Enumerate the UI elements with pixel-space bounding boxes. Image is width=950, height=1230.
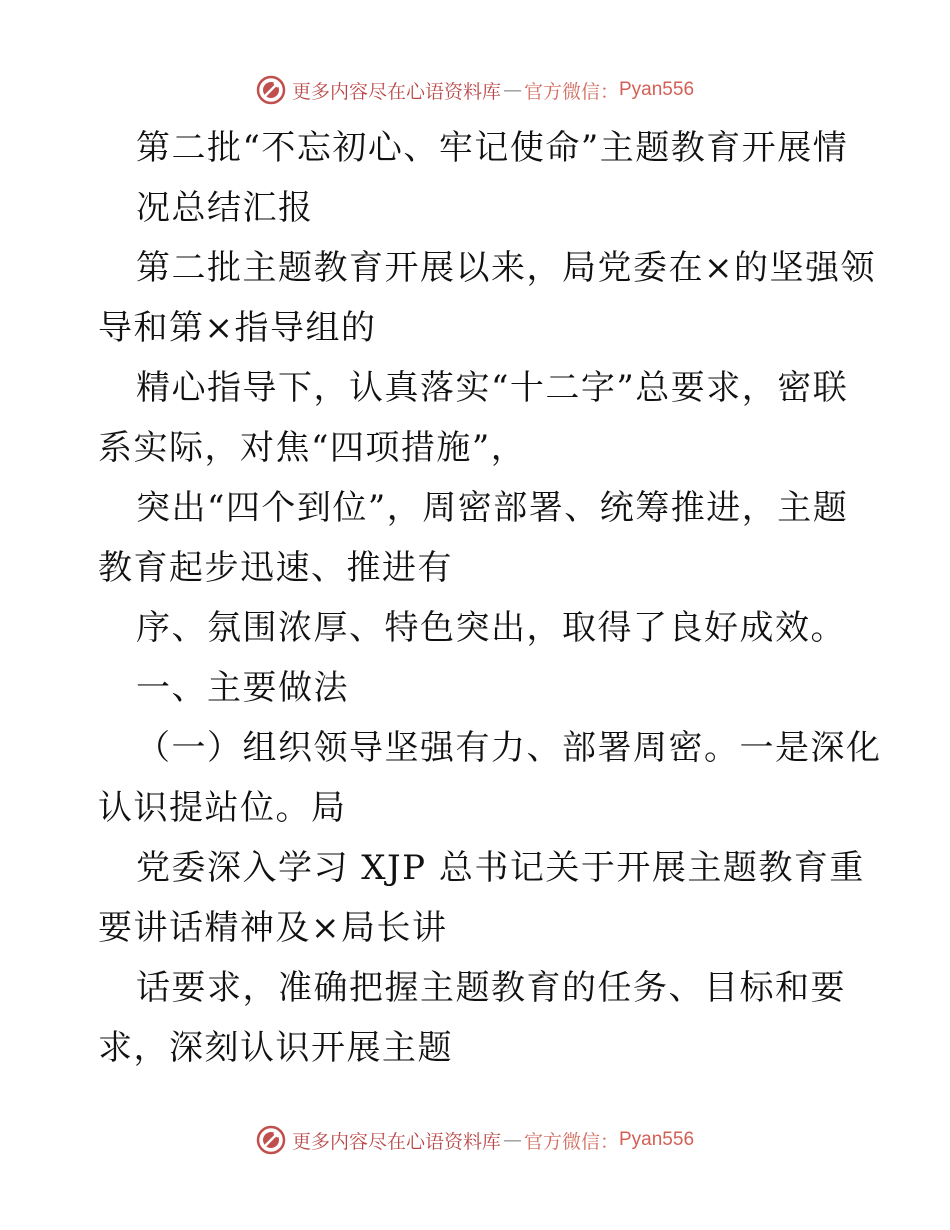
- pen-seal-logo-icon: [256, 1125, 286, 1155]
- doc-paragraph-line: 认识提站位。局: [98, 788, 347, 828]
- watermark-site-text: 更多内容尽在心语资料库: [291, 80, 501, 103]
- doc-paragraph-line: 求，深刻认识开展主题: [98, 1028, 453, 1068]
- doc-paragraph-line: 话要求，准确把握主题教育的任务、目标和要: [136, 968, 846, 1008]
- pen-seal-logo-icon: [256, 75, 286, 105]
- doc-paragraph-line: 系实际，对焦“四项措施”，: [98, 428, 527, 468]
- doc-paragraph-line: 教育起步迅速、推进有: [98, 548, 453, 588]
- footer-watermark: [0, 1120, 950, 1160]
- watermark-wechat-label: 官方微信：: [523, 1130, 619, 1153]
- doc-title-line-1: 第二批“不忘初心、牢记使命”主题教育开展情: [136, 128, 849, 168]
- doc-paragraph-line: 要讲话精神及×局长讲: [98, 908, 448, 948]
- doc-title-line-2: 况总结汇报: [136, 188, 314, 228]
- doc-paragraph-line: 序、氛围浓厚、特色突出，取得了良好成效。: [136, 608, 846, 648]
- watermark-separator: —: [502, 1129, 522, 1151]
- doc-paragraph-line: 突出“四个到位”，周密部署、统筹推进，主题: [136, 488, 849, 528]
- watermark-wechat-label: 官方微信：: [523, 80, 619, 103]
- doc-paragraph-line: 党委深入学习 XJP 总书记关于开展主题教育重: [136, 848, 865, 888]
- document-body: [98, 118, 882, 1078]
- section-heading: 一、主要做法: [136, 668, 349, 708]
- watermark-separator: —: [502, 79, 522, 101]
- doc-paragraph-line: 第二批主题教育开展以来，局党委在×的坚强领: [136, 248, 876, 288]
- doc-paragraph-line: 精心指导下，认真落实“十二字”总要求，密联: [136, 368, 849, 408]
- doc-paragraph-line: （一）组织领导坚强有力、部署周密。一是深化: [136, 728, 882, 768]
- watermark-site-text: 更多内容尽在心语资料库: [291, 1130, 501, 1153]
- watermark-wechat-id: Pyan556: [619, 1129, 695, 1150]
- doc-paragraph-line: 导和第×指导组的: [98, 308, 377, 348]
- header-watermark: [0, 70, 950, 110]
- watermark-wechat-id: Pyan556: [619, 79, 695, 100]
